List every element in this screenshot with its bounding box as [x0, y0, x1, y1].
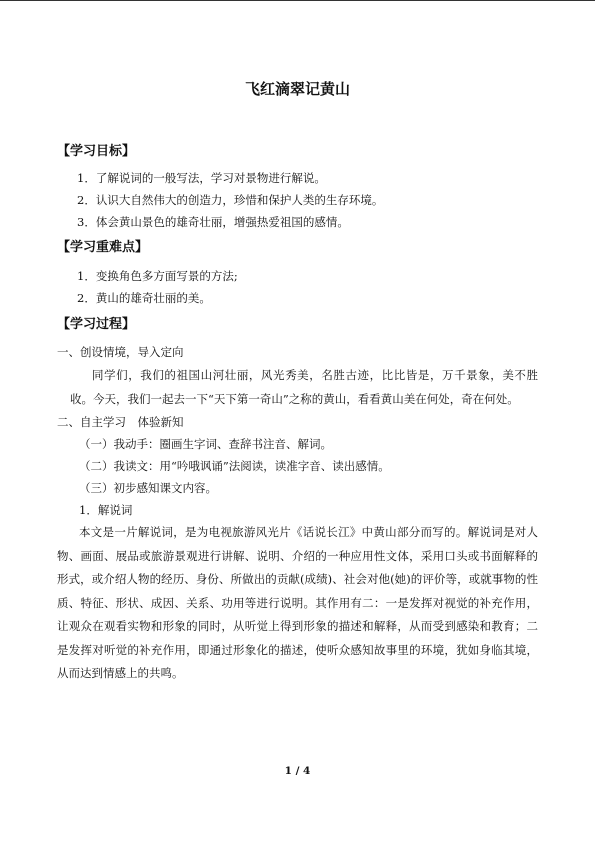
list-item: （二）我读文：用“吟哦讽诵”法阅读，读准字音、读出感情。 [79, 459, 390, 473]
part1-text: 同学们，我们的祖国山河壮丽，风光秀美，名胜古迹，比比皆是，万千景象，美不胜收。今天，我们一起去一下“天下第一奇山”之称的黄山，看看黄山美在何处，奇在何处。 [70, 368, 538, 406]
goals-heading: 【学习目标】 [57, 144, 136, 159]
key-points-heading: 【学习重难点】 [57, 240, 149, 255]
list-item: 2．认识大自然伟大的创造力，珍惜和保护人类的生存环境。 [77, 193, 384, 207]
list-item: 1．了解说词的一般写法，学习对景物进行解说。 [77, 171, 326, 185]
page-top-border [0, 0, 595, 1]
part1-heading: 一、创设情境，导入定向 [57, 345, 184, 359]
list-item: 2．黄山的雄奇壮丽的美。 [77, 291, 211, 305]
page-number: 1 / 4 [284, 765, 311, 777]
goals-list [57, 167, 538, 233]
goals-section [57, 141, 538, 233]
sub1-heading: 1．解说词 [79, 503, 133, 517]
list-item: （三）初步感知课文内容。 [79, 481, 217, 495]
list-item: 3．体会黄山景色的雄奇壮丽，增强热爱祖国的感情。 [77, 215, 349, 229]
key-points-section [57, 237, 538, 309]
key-points-list [57, 265, 538, 309]
part2-heading: 二、自主学习 体验新知 [57, 415, 184, 429]
document-title: 飞红滴翠记黄山 [244, 80, 350, 98]
list-item: 1．变换角色多方面写景的方法; [77, 269, 238, 283]
process-section [57, 314, 538, 336]
sub1-text: 本文是一片解说词，是为电视旅游风光片《话说长江》中黄山部分而写的。解说词是对人物、画面、展品或旅游景观进行讲解、说明、介绍的一种应用性文体，采用口头或书面解释的形式，或介绍人物的经历、身份、所做出的贡献(成绩)、社会对他(她)的评价等，或就事物的性质、特征、形状、成因、关系、功用等进行说明。其作用有二：一是发挥对视觉的补充作用，让观众在观看实物和形象的同时，从听觉上得到形象的描述和解释，从而受到感染和教育；二是发挥对听觉的补充作用，即通过形象化的描述，使听众感知故事里的环境，犹如身临其境，从而达到情感上的共鸣。 [57, 525, 538, 680]
process-heading: 【学习过程】 [57, 317, 136, 332]
process-content [57, 341, 538, 686]
list-item: （一）我动手：圈画生字词、查辞书注音、解词。 [79, 437, 332, 451]
